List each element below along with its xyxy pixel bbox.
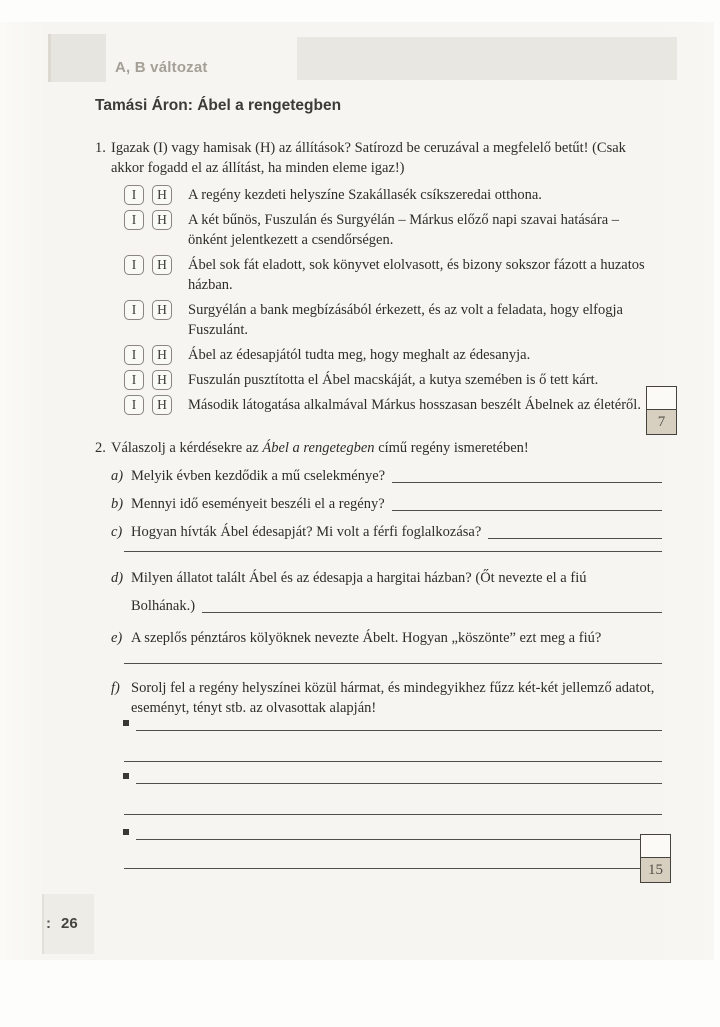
true-false-boxes [124,210,172,230]
true-checkbox[interactable]: I [124,255,144,275]
true-checkbox[interactable]: I [124,370,144,390]
question-2 [95,438,662,869]
page-number-value: 26 [61,915,78,932]
page-title: Tamási Áron: Ábel a rengetegben [95,97,342,114]
statement-text: Ábel sok fát eladott, sok könyvet elolvasott, és bizony sokszor fázott a huzatos házban. [188,257,645,293]
score-earned-cell [647,387,676,410]
answer-blank-2a[interactable] [392,466,662,483]
statement-text: A két bűnös, Fuszulán és Surgyélán – Márkus előző napi szavai hatására – önként jelentkezett a csendőrségen. [188,212,620,248]
answer-blank-2d[interactable] [202,596,662,613]
item-letter: c) [111,524,123,540]
spine-mark: : [46,915,51,932]
statement-text: A regény kezdeti helyszíne Szakállasék csíkszeredai otthona. [188,187,542,203]
true-checkbox[interactable]: I [124,345,144,365]
item-letter: f) [111,680,120,696]
answer-blank-2c-line2[interactable] [124,551,662,552]
bullet-square-icon [123,773,129,779]
bullet-square-icon [123,720,129,726]
answer-blank-2f-2[interactable] [124,761,662,762]
statement-text: Második látogatása alkalmával Márkus hosszasan beszélt Ábelnek az életéről. [188,397,641,413]
answer-blank-2f-4[interactable] [124,814,662,815]
novel-title: Ábel a rengetegben [262,440,375,456]
true-false-statement [111,255,662,295]
prompt-text: Válaszolj a kérdésekre az [111,440,263,456]
answer-blank-2f-6[interactable] [124,868,662,869]
false-checkbox[interactable]: H [152,210,172,230]
true-false-boxes [124,300,172,320]
question-2d [111,568,662,588]
true-false-boxes [124,185,172,205]
bullet-square-icon [123,829,129,835]
page-content [95,96,662,869]
true-false-statement [111,300,662,340]
item-text: Sorolj fel a regény helyszínei közül hármat, és mindegyikhez fűzz két-két jellemző adatot, eseményt, tényt stb. az olvasottak alapján! [131,680,655,716]
true-checkbox[interactable]: I [124,300,144,320]
true-false-statement [111,185,662,205]
false-checkbox[interactable]: H [152,395,172,415]
question-2b [111,494,662,514]
true-checkbox[interactable]: I [124,185,144,205]
score-box-question-1 [646,386,677,435]
true-checkbox[interactable]: I [124,210,144,230]
answer-blank-2f-5[interactable] [136,839,662,840]
true-false-boxes [124,255,172,275]
item-text: Melyik évben kezdődik a mű cselekménye? [131,468,386,484]
false-checkbox[interactable]: H [152,345,172,365]
header-decor-bar [297,37,677,80]
score-max-cell: 15 [641,858,670,882]
question-2c [111,522,662,542]
item-letter: d) [111,570,124,586]
false-checkbox[interactable]: H [152,300,172,320]
page-number [46,915,78,932]
question-2a [111,466,662,486]
question-2-prompt [111,438,662,458]
answer-blank-2f-3[interactable] [136,783,662,784]
prompt-text: című regény ismeretében! [374,440,529,456]
item-letter: e) [111,630,123,646]
statement-text: Fuszulán pusztította el Ábel macskáját, a kutya szemében is ő tett kárt. [188,372,599,388]
question-1 [95,138,662,415]
worksheet-page [0,22,714,960]
statement-text: Ábel az édesapjától tudta meg, hogy meghalt az édesanyja. [188,347,531,363]
item-text: Mennyi idő eseményeit beszéli el a regény? [131,496,385,512]
question-2-number: 2. [95,440,106,456]
statement-text: Surgyélán a bank megbízásából érkezett, és az volt a feladata, hogy elfogja Fuszulánt. [188,302,623,338]
question-2d-continuation [131,596,662,616]
score-box-question-2 [640,834,671,883]
true-false-statement [111,370,662,390]
answer-blank-2c[interactable] [488,522,662,539]
false-checkbox[interactable]: H [152,255,172,275]
true-false-statement [111,345,662,365]
variant-label: A, B változat [115,59,208,76]
item-text: Hogyan hívták Ábel édesapját? Mi volt a férfi foglalkozása? [131,524,482,540]
question-2e [111,628,662,648]
score-earned-cell [641,835,670,858]
item-text: Milyen állatot talált Ábel és az édesapja a hargitai házban? (Őt nevezte el a fiú [131,570,587,586]
true-false-boxes [124,370,172,390]
true-false-statements [111,185,662,415]
true-checkbox[interactable]: I [124,395,144,415]
false-checkbox[interactable]: H [152,185,172,205]
true-false-statement [111,210,662,250]
false-checkbox[interactable]: H [152,370,172,390]
item-letter: b) [111,496,124,512]
true-false-statement [111,395,662,415]
answer-blank-2f-1[interactable] [136,730,662,731]
item-text: A szeplős pénztáros kölyöknek nevezte Ábelt. Hogyan „köszönte” ezt meg a fiú? [131,630,602,646]
question-1-prompt: Igazak (I) vagy hamisak (H) az állítások? Satírozd be ceruzával a megfelelő betűt! (Csak akkor fogadd el az állítást, ha minden eleme igaz!) [111,140,626,176]
answer-blank-2e[interactable] [124,663,662,664]
true-false-boxes [124,395,172,415]
answer-blank-2b[interactable] [392,494,662,511]
item-letter: a) [111,468,124,484]
question-1-number: 1. [95,140,106,156]
item-text: Bolhának.) [131,598,196,614]
true-false-boxes [124,345,172,365]
score-max-cell: 7 [647,410,676,434]
question-2f [111,678,662,718]
header-decor-square [48,34,106,82]
